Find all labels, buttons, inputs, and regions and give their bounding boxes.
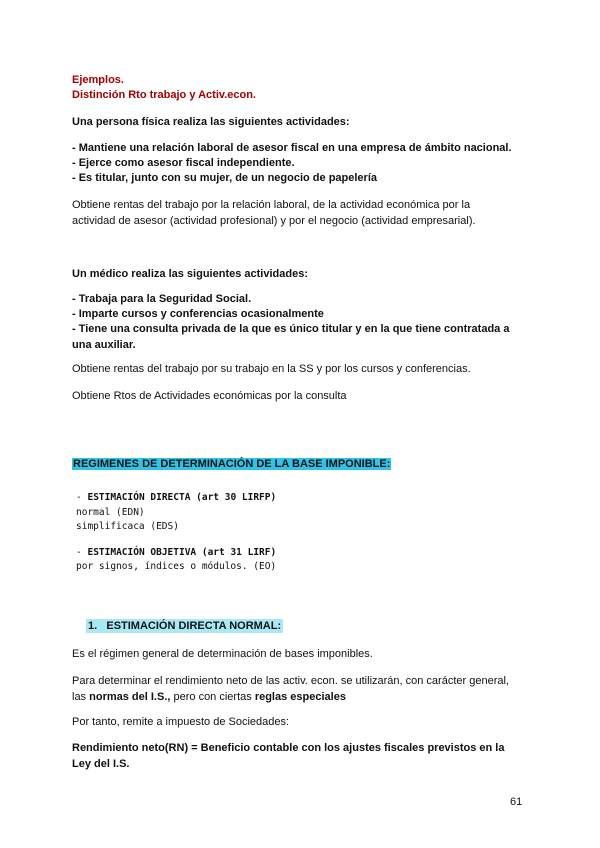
example2-item-2: - Imparte cursos y conferencias ocasionalmente	[72, 308, 324, 320]
regimenes-title: REGIMENES DE DETERMINACIÓN DE LA BASE IMPONIBLE:	[73, 458, 391, 470]
page-number: 61	[510, 796, 523, 808]
example2-conclusion-2: Obtiene Rtos de Actividades económicas por la consulta	[72, 390, 347, 402]
heading-examples: Ejemplos.	[72, 74, 124, 86]
section1-p2	[72, 673, 516, 705]
example2-conclusion-1: Obtiene rentas del trabajo por su trabajo en la SS y por los cursos y conferencias.	[72, 363, 471, 375]
section1-number: 1.	[88, 620, 98, 632]
directa-dash: -	[76, 492, 82, 503]
section1-heading	[86, 618, 516, 634]
section1-p1: Es el régimen general de determinación de bases imponibles.	[72, 648, 373, 660]
section1-title: ESTIMACIÓN DIRECTA NORMAL:	[106, 620, 282, 632]
regimenes-title-line	[72, 456, 516, 472]
section1-heading-highlight	[86, 619, 283, 633]
section1-p2-d: reglas especiales	[254, 691, 346, 703]
heading-distinction: Distinción Rto trabajo y Activ.econ.	[72, 89, 256, 101]
example2-intro: Un médico realiza las siguientes actividades:	[72, 268, 308, 280]
objetiva-dash: -	[76, 547, 82, 558]
section1-p2-b: normas del I.S.,	[89, 691, 171, 703]
example2-item-3: - Tiene una consulta privada de la que es único titular y en la que tiene contratada a una auxiliar.	[72, 323, 510, 351]
example2-item-1: - Trabaja para la Seguridad Social.	[72, 293, 252, 305]
example1-intro: Una persona física realiza las siguientes actividades:	[72, 116, 350, 128]
example1-conclusion: Obtiene rentas del trabajo por la relación laboral, de la actividad económica por la actividad de asesor (actividad profesional) y por el negocio (actividad empresarial).	[72, 199, 476, 227]
example1-item-2: - Ejerce como asesor fiscal independiente.	[72, 157, 295, 169]
directa-title: ESTIMACIÓN DIRECTA (art 30 LIRFP)	[87, 492, 277, 503]
directa-normal: normal (EDN)	[76, 507, 145, 518]
example1-item-3: - Es titular, junto con su mujer, de un negocio de papelería	[72, 172, 377, 184]
section1-p3: Por tanto, remite a impuesto de Sociedades:	[72, 716, 290, 728]
section1-p2-a: Para determinar el rendimiento neto de las activ. econ. se utilizarán, con carácter general, las	[72, 675, 509, 703]
section1-p4: Rendimiento neto(RN) = Beneficio contable con los ajustes fiscales previstos en la Ley del I.S.	[72, 742, 505, 770]
objetiva-title: ESTIMACIÓN OBJETIVA (art 31 LIRF)	[87, 547, 277, 558]
directa-heading	[76, 490, 516, 506]
example1-item-1: - Mantiene una relación laboral de asesor fiscal en una empresa de ámbito nacional.	[72, 142, 512, 154]
directa-simplificada: simplificaca (EDS)	[76, 521, 179, 532]
section1-p2-c: pero con ciertas	[170, 691, 255, 703]
objetiva-desc: por signos, índices o módulos. (EO)	[76, 561, 277, 572]
